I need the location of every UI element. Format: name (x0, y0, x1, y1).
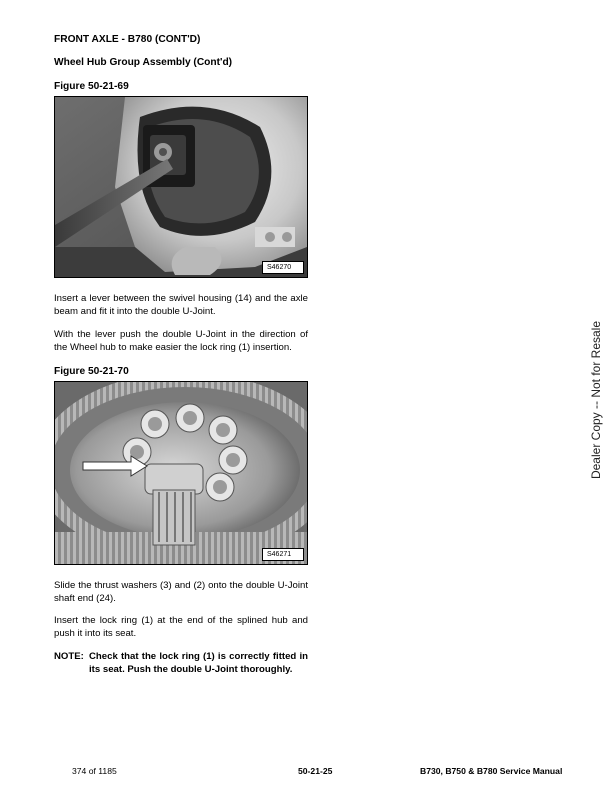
side-watermark (586, 320, 606, 480)
figure-photo-2 (54, 381, 308, 565)
subsection-title: Wheel Hub Group Assembly (Cont'd) (54, 57, 233, 68)
instruction-paragraph-3: Slide the thrust washers (3) and (2) onto the double U-Joint shaft end (24). (54, 580, 308, 605)
figure-id-label-2: S46271 (262, 548, 304, 561)
manual-title: B730, B750 & B780 Service Manual (420, 766, 563, 776)
figure-caption-1: Figure 50-21-69 (54, 81, 129, 92)
figure-caption-2: Figure 50-21-70 (54, 366, 129, 377)
side-watermark-text: Dealer Copy -- Not for Resale (589, 320, 603, 480)
wheel-hub-photo (55, 382, 307, 564)
figure-photo-1 (54, 96, 308, 278)
figure-id-label-1: S46270 (262, 261, 304, 274)
instruction-paragraph-1: Insert a lever between the swivel housing (14) and the axle beam and fit it into the double U-Joint. (54, 293, 308, 318)
note-text: Check that the lock ring (1) is correctly fitted in its seat. Push the double U-Joint thoroughly. (89, 651, 308, 676)
page-number: 50-21-25 (298, 766, 333, 776)
axle-swivel-photo (55, 97, 307, 277)
instruction-paragraph-4: Insert the lock ring (1) at the end of the splined hub and push it into its seat. (54, 615, 308, 640)
page-count: 374 of 1185 (72, 766, 117, 776)
note-label: NOTE: (54, 651, 84, 662)
section-title: FRONT AXLE - B780 (CONT'D) (54, 34, 201, 45)
instruction-paragraph-2: With the lever push the double U-Joint in the direction of the Wheel hub to make easier the lock ring (1) insertion. (54, 329, 308, 354)
note-block (54, 650, 308, 692)
